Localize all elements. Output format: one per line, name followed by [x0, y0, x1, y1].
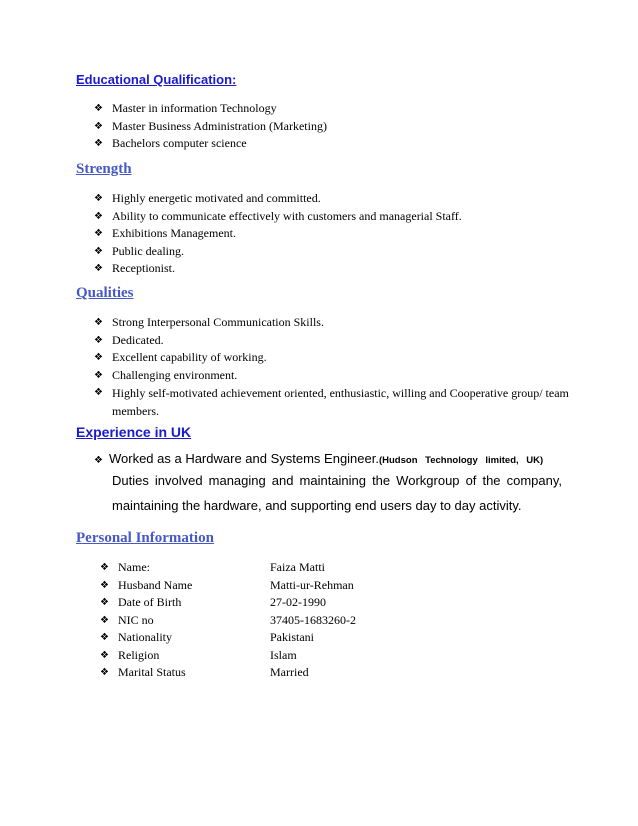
diamond-bullet-icon: ❖	[100, 614, 109, 626]
personal-value: Islam	[270, 647, 297, 662]
diamond-bullet-icon: ❖	[94, 387, 103, 398]
diamond-bullet-icon: ❖	[94, 120, 103, 132]
personal-label: Husband Name	[118, 577, 193, 592]
list-item: ❖ Exhibitions Management.	[94, 225, 462, 243]
personal-value: Married	[270, 665, 309, 679]
personal-value: 37405-1683260-2	[270, 612, 356, 627]
educational-list	[94, 100, 327, 153]
personal-label: Nationality	[118, 630, 172, 644]
diamond-bullet-icon: ❖	[94, 263, 103, 274]
personal-heading: Personal Information	[76, 530, 214, 546]
qualities-list	[94, 314, 582, 420]
list-item: ❖ Highly energetic motivated and committed.	[94, 190, 462, 208]
list-item: ❖ Bachelors computer science	[94, 135, 327, 153]
personal-row-husband	[100, 577, 356, 595]
experience-role-line	[94, 451, 543, 466]
list-item: ❖ Master Business Administration (Marketing)	[94, 118, 327, 136]
list-item: ❖ Master in information Technology	[94, 100, 327, 118]
diamond-bullet-icon: ❖	[94, 334, 103, 346]
personal-label: NIC no	[118, 612, 154, 627]
personal-value: Faiza Matti	[270, 560, 325, 574]
personal-row-marital	[100, 664, 356, 682]
diamond-bullet-icon: ❖	[100, 632, 109, 643]
personal-row-dob	[100, 594, 356, 612]
diamond-bullet-icon: ❖	[94, 317, 103, 328]
diamond-bullet-icon: ❖	[94, 138, 103, 149]
list-item: ❖ Strong Interpersonal Communication Skills.	[94, 314, 582, 332]
diamond-bullet-icon: ❖	[94, 210, 103, 222]
experience-heading: Experience in UK	[76, 424, 192, 440]
personal-row-religion	[100, 647, 356, 665]
list-item: ❖ Excellent capability of working.	[94, 349, 582, 367]
personal-value: Pakistani	[270, 630, 314, 644]
experience-duties: Duties involved managing and maintaining the Workgroup of the company, maintaining the hardware, and supporting end users day to day activity.	[112, 473, 562, 513]
diamond-bullet-icon: ❖	[94, 455, 103, 466]
personal-label: Date of Birth	[118, 595, 182, 609]
list-item: ❖ Dedicated.	[94, 332, 582, 350]
experience-company: (Hudson Technology limited, UK)	[378, 455, 544, 466]
personal-row-nationality	[100, 629, 356, 647]
list-item: ❖ Highly self-motivated achievement oriented, enthusiastic, willing and Cooperative group/ team members.	[94, 386, 569, 418]
diamond-bullet-icon: ❖	[94, 245, 103, 257]
diamond-bullet-icon: ❖	[94, 369, 103, 381]
personal-label: Marital Status	[118, 665, 186, 679]
diamond-bullet-icon: ❖	[94, 228, 103, 239]
diamond-bullet-icon: ❖	[100, 579, 109, 591]
diamond-bullet-icon: ❖	[100, 597, 109, 608]
diamond-bullet-icon: ❖	[94, 103, 103, 114]
list-item: ❖ Ability to communicate effectively with customers and managerial Staff.	[94, 208, 462, 226]
diamond-bullet-icon: ❖	[100, 562, 109, 573]
personal-label: Name:	[118, 560, 150, 574]
personal-value: 27-02-1990	[270, 595, 326, 609]
list-item: ❖ Public dealing.	[94, 243, 462, 261]
personal-row-nic	[100, 612, 356, 630]
strength-heading: Strength	[76, 161, 132, 177]
diamond-bullet-icon: ❖	[100, 649, 109, 661]
diamond-bullet-icon: ❖	[94, 352, 103, 363]
personal-row-name	[100, 559, 356, 577]
strength-list	[94, 190, 462, 278]
personal-value: Matti-ur-Rehman	[270, 577, 354, 592]
list-item: ❖ Receptionist.	[94, 260, 462, 278]
personal-label: Religion	[118, 647, 160, 662]
diamond-bullet-icon: ❖	[94, 193, 103, 204]
diamond-bullet-icon: ❖	[100, 667, 109, 678]
personal-list	[100, 559, 356, 682]
qualities-heading: Qualities	[76, 285, 134, 301]
list-item: ❖ Challenging environment.	[94, 367, 582, 385]
experience-role: Worked as a Hardware and Systems Engineer.	[108, 451, 379, 466]
educational-heading: Educational Qualification:	[76, 72, 237, 87]
